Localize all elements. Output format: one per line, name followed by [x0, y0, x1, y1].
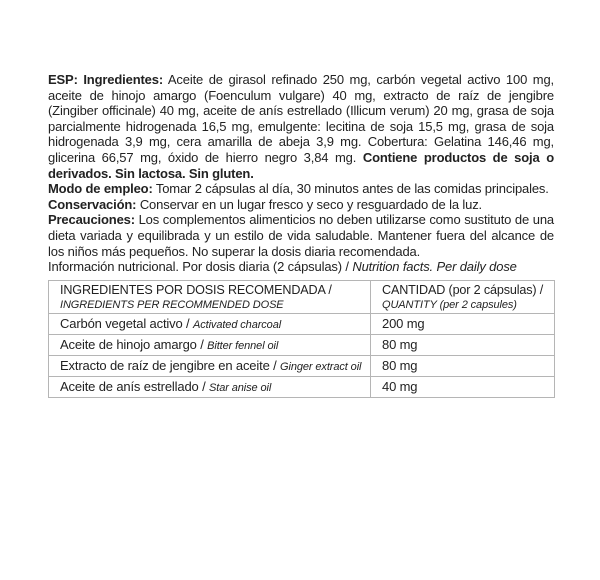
ingredient-name-es: Aceite de anís estrellado /	[60, 378, 210, 394]
header-cell-ingredient	[49, 280, 371, 313]
ingredient-name-en: Star anise oil	[209, 381, 272, 394]
ingredient-name-en: Activated charcoal	[192, 318, 282, 331]
ingredient-cell	[49, 313, 371, 334]
header-quantity-en: QUANTITY (per 2 capsules)	[382, 298, 517, 311]
ingredient-name-es: Aceite de hinojo amargo /	[60, 336, 208, 352]
ingredients-allergen-note: Contiene productos de soja o derivados. Sin lactosa. Sin gluten.	[48, 149, 554, 181]
table-row	[49, 376, 555, 397]
precautions-body: Los complementos alimenticios no deben utilizarse como sustituto de una dieta variada y equilibrada y un estilo de vida saludable. Mantener fuera del alcance de los niños más pequeños. No superar la dosis diaria recomendada.	[48, 212, 554, 259]
usage-paragraph	[48, 181, 554, 197]
usage-heading: Modo de empleo:	[48, 181, 153, 197]
table-row	[49, 334, 555, 355]
ingredient-name-en: Bitter fennel oil	[207, 339, 279, 352]
storage-paragraph	[48, 197, 554, 213]
nutrition-intro-line	[48, 259, 554, 275]
precautions-heading: Precauciones:	[48, 212, 135, 228]
header-quantity-es: CANTIDAD (por 2 cápsulas) /	[382, 282, 544, 297]
ingredient-name-es: Carbón vegetal activo /	[60, 315, 193, 331]
storage-heading: Conservación:	[48, 196, 137, 212]
quantity-cell: 80 mg	[371, 334, 555, 355]
ingredient-cell	[49, 355, 371, 376]
quantity-cell: 80 mg	[371, 355, 555, 376]
quantity-cell: 40 mg	[371, 376, 555, 397]
table-row	[49, 355, 555, 376]
ingredients-body: Aceite de girasol refinado 250 mg, carbón vegetal activo 100 mg, aceite de hinojo amargo (Foenculum vulgare) 40 mg, extracto de raíz de jengibre (Zingiber officinale) 40 mg, aceite de anís estrellado (Illicum verum) 20 mg, grasa de soja parcialmente hidrogenada 16,5 mg, emulgente: lecitina de soja 15,5 mg, grasa de soja hidrogenada 3,9 mg, cera amarilla de abeja 3,9 mg. Cobertura: Gelatina 146,46 mg, glicerina 66,57 mg, óxido de hierro negro 3,84 mg.	[48, 72, 554, 165]
header-cell-quantity	[371, 280, 555, 313]
ingredient-name-es: Extracto de raíz de jengibre en aceite /	[60, 357, 281, 373]
nutrition-facts-table	[48, 280, 555, 398]
ingredients-heading: ESP: Ingredientes:	[48, 72, 164, 87]
ingredient-name-en: Ginger extract oil	[280, 360, 362, 373]
table-row	[49, 313, 555, 334]
label-content	[48, 72, 554, 398]
ingredient-cell	[49, 376, 371, 397]
usage-body: Tomar 2 cápsulas al día, 30 minutos antes de las comidas principales.	[152, 181, 549, 197]
header-ingredient-en: INGREDIENTS PER RECOMMENDED DOSE	[60, 298, 284, 311]
ingredients-paragraph	[48, 72, 554, 181]
storage-body: Conservar en un lugar fresco y seco y resguardado de la luz.	[136, 196, 483, 212]
header-ingredient-es: INGREDIENTES POR DOSIS RECOMENDADA /	[60, 282, 332, 297]
nutrition-intro-en: Nutrition facts. Per daily dose	[352, 259, 517, 275]
nutrition-intro-es: Información nutricional. Por dosis diaria (2 cápsulas) /	[48, 259, 353, 275]
precautions-paragraph	[48, 212, 554, 259]
quantity-cell: 200 mg	[371, 313, 555, 334]
table-header-row	[49, 280, 555, 313]
ingredient-cell	[49, 334, 371, 355]
